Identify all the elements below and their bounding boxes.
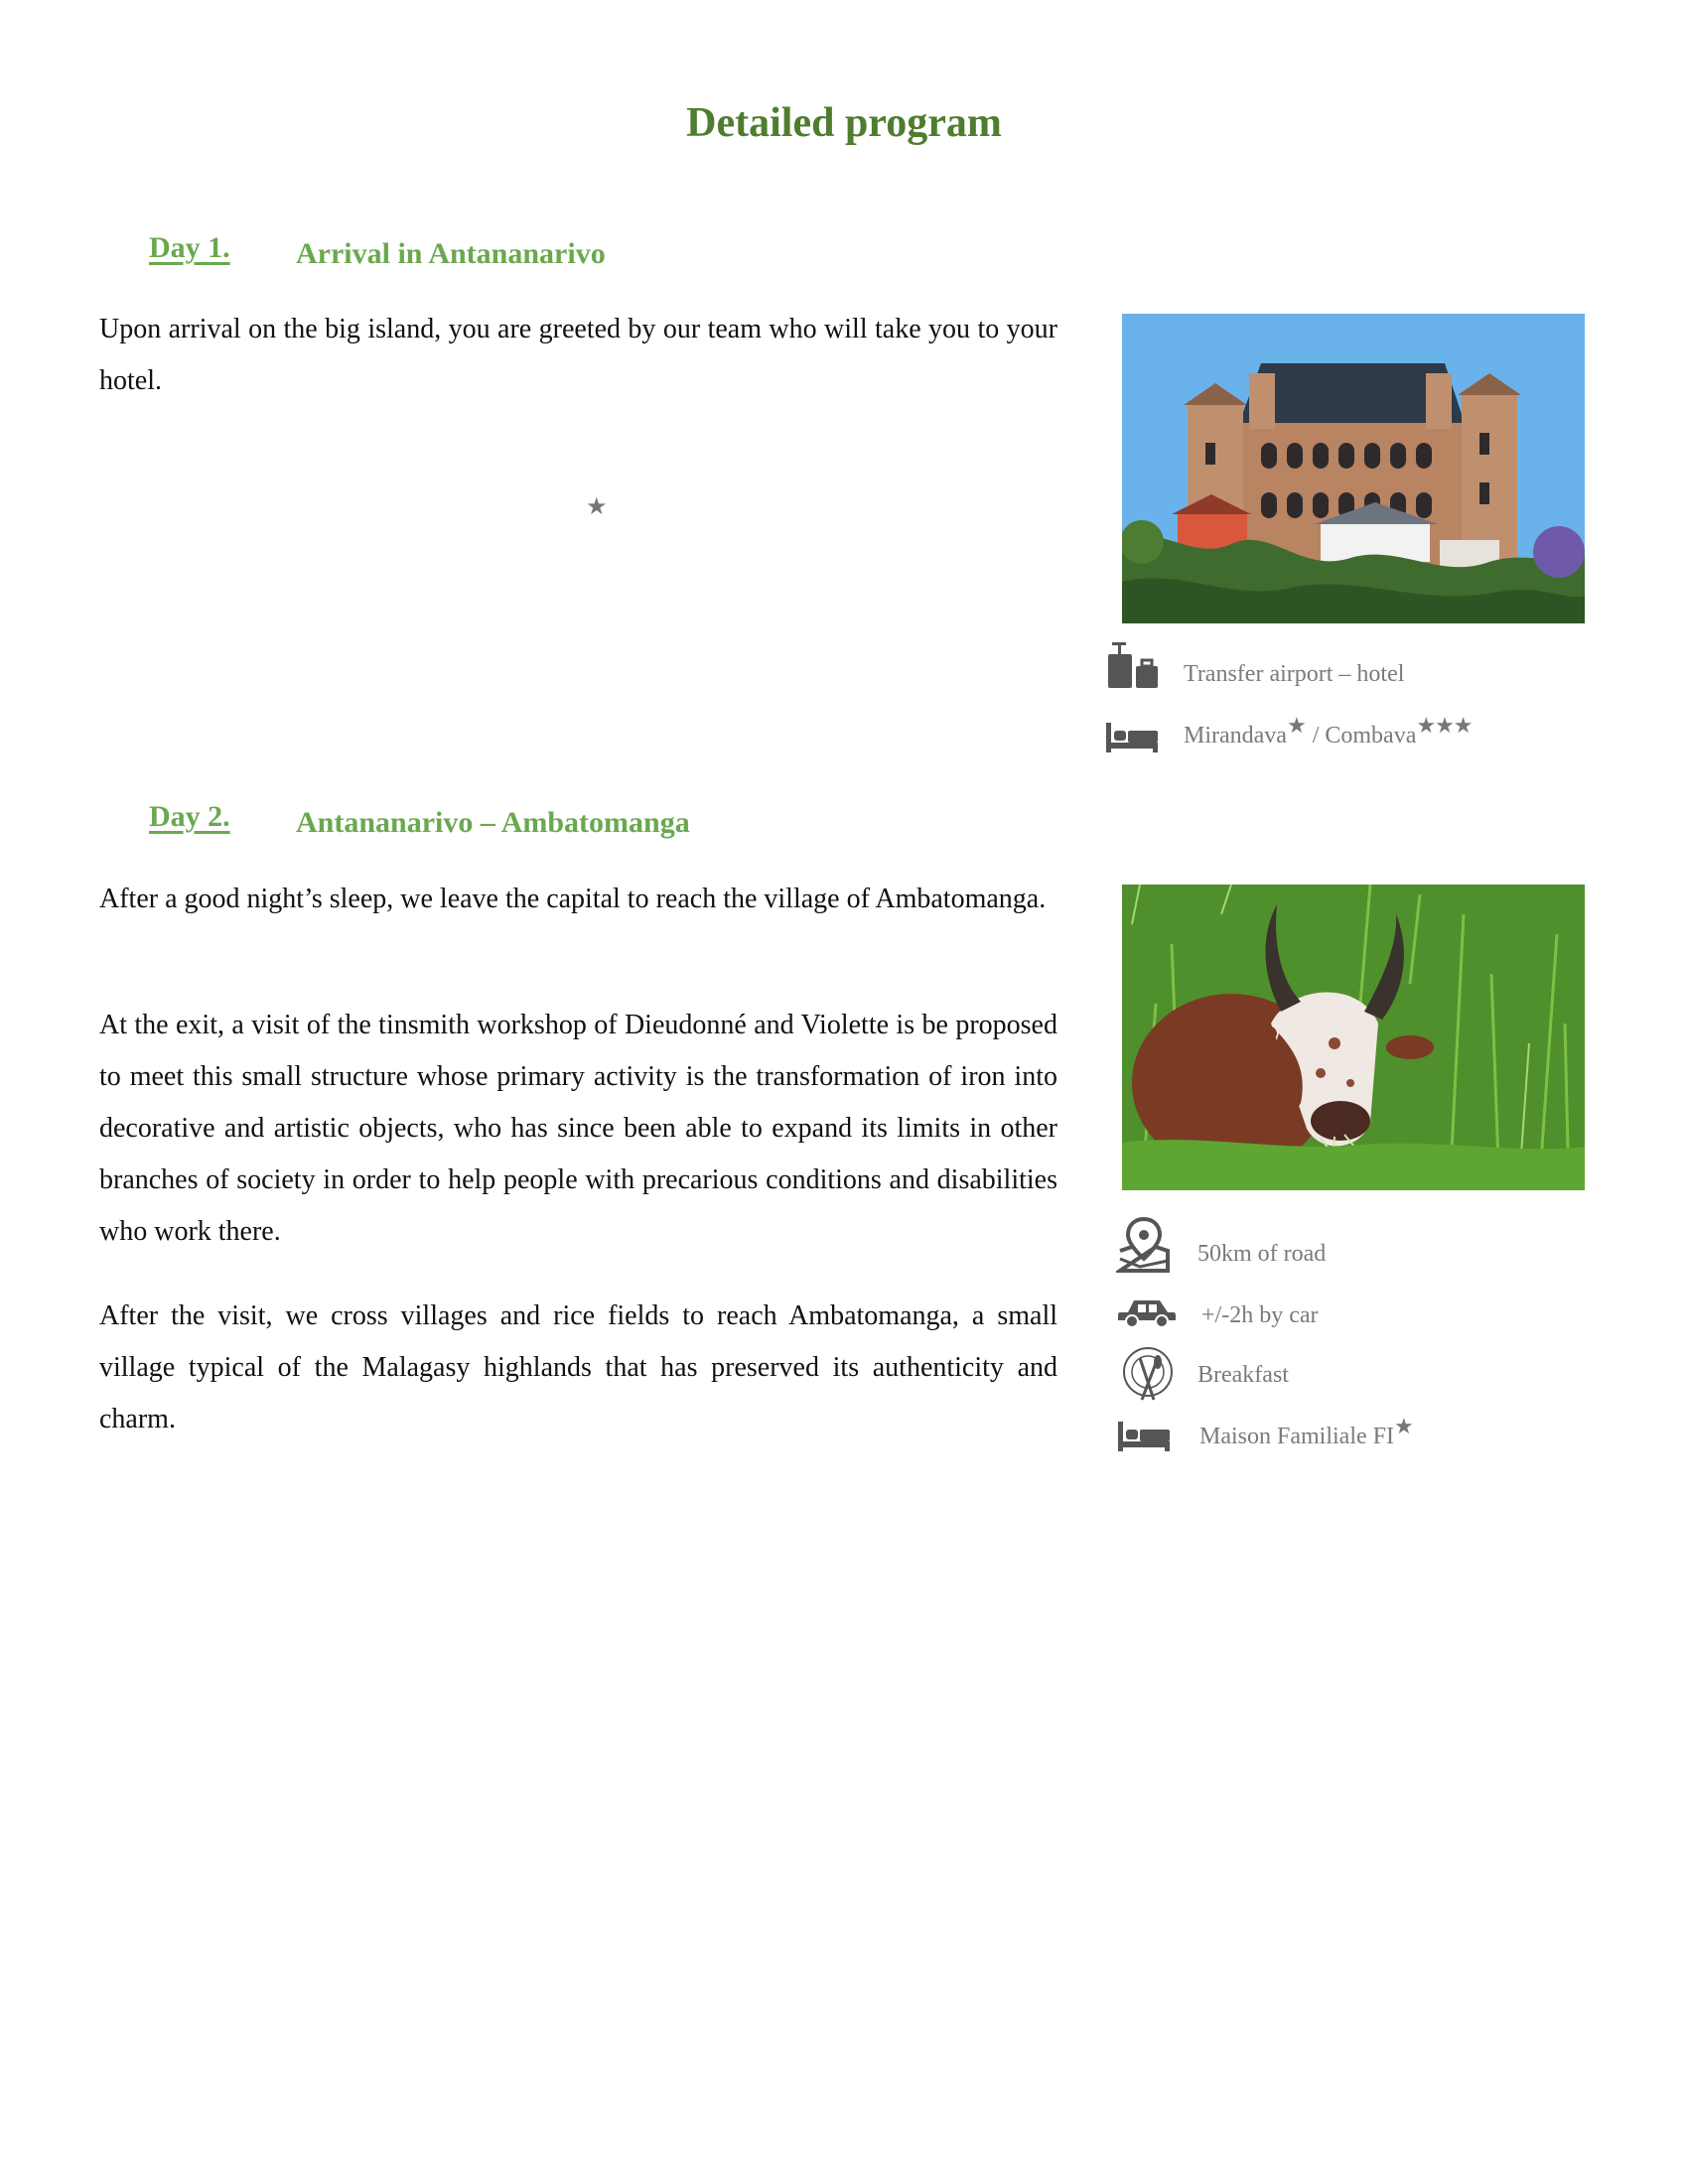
distance-info: 50km of road (1197, 1241, 1327, 1267)
map-pin-icon (1116, 1217, 1172, 1273)
day-1-label: Day 1. (149, 231, 230, 264)
star-rating-icon: ★★★ (1416, 714, 1473, 739)
meal-info: Breakfast (1197, 1362, 1289, 1388)
hotel-name-combava: Combava (1325, 723, 1417, 749)
hotel-info (1184, 714, 1473, 750)
zebu-photo (1122, 885, 1585, 1190)
bed-icon (1104, 721, 1160, 754)
palace-photo (1122, 314, 1585, 623)
hotel-name-mirandava: Mirandava (1184, 723, 1287, 749)
day-2-title: Antananarivo – Ambatomanga (296, 806, 690, 839)
car-icon (1116, 1295, 1178, 1328)
day-2-label: Day 2. (149, 800, 230, 833)
transfer-info: Transfer airport – hotel (1184, 661, 1405, 687)
day-2-paragraph-3: After the visit, we cross villages and rice fields to reach Ambatomanga, a small village typical of the Malagasy highlands that has preserved its authenticity and charm. (99, 1300, 1057, 1434)
day-2-paragraph-2: At the exit, a visit of the tinsmith workshop of Dieudonné and Violette is be proposed to meet this small structure whose primary activity is the transformation of iron into decorative and artistic objects, who has since been able to expand its limits in other branches of society in order to help people with precarious conditions and disabilities who work there. (99, 1010, 1057, 1247)
plate-cutlery-icon (1120, 1344, 1176, 1402)
hotel-name-maison-familiale: Maison Familiale FI (1199, 1424, 1394, 1449)
luggage-icon (1106, 640, 1160, 690)
day-2-hotel-info (1199, 1415, 1414, 1450)
page-title: Detailed program (686, 100, 1002, 146)
hotel-separator: / (1306, 723, 1326, 749)
star-icon: ★ (586, 492, 608, 520)
star-rating-icon: ★ (1286, 714, 1307, 739)
bed-icon (1116, 1420, 1172, 1453)
day-1-paragraph: Upon arrival on the big island, you are greeted by our team who will take you to your hotel. (99, 314, 1057, 396)
duration-info: +/-2h by car (1201, 1302, 1319, 1328)
day-1-title: Arrival in Antananarivo (296, 237, 606, 270)
day-2-paragraph-1: After a good night’s sleep, we leave the capital to reach the village of Ambatomanga. (99, 884, 1047, 914)
star-rating-icon: ★ (1393, 1415, 1414, 1439)
